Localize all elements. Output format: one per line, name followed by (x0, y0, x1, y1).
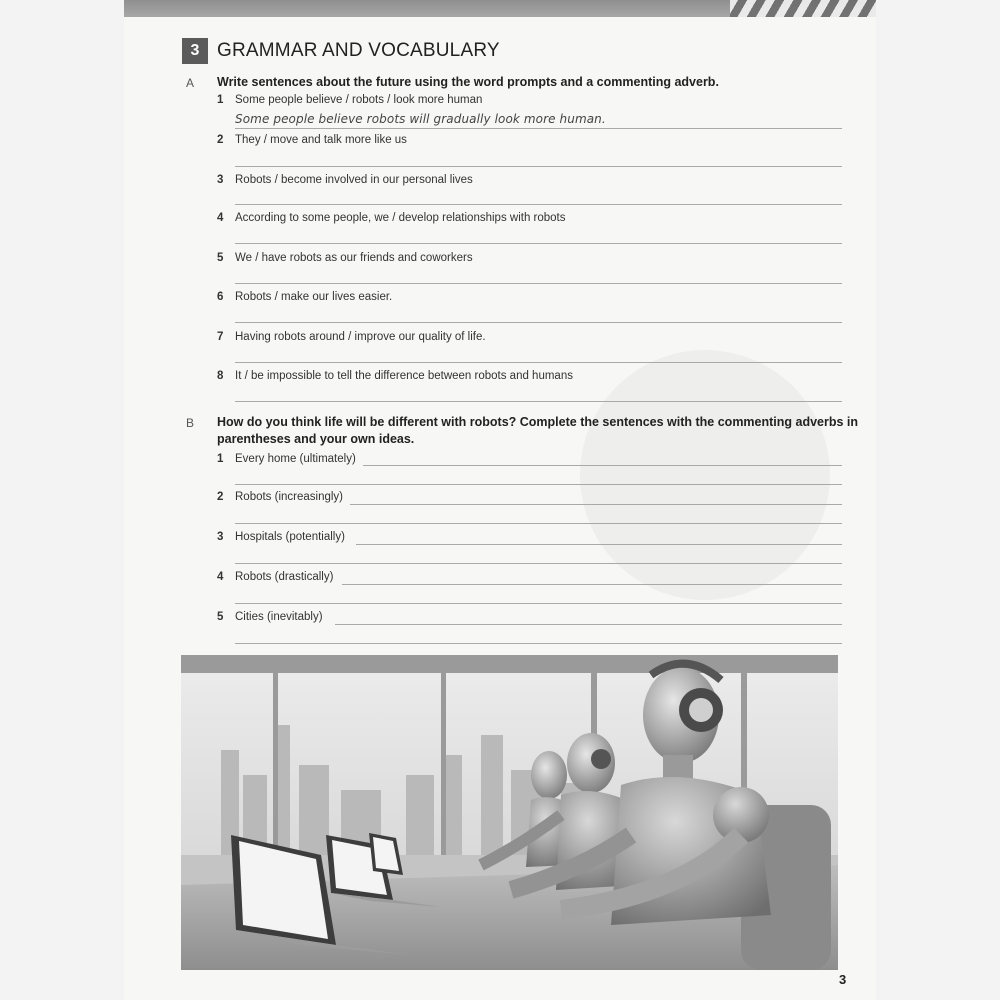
item-number: 2 (217, 491, 224, 503)
answer-line[interactable] (235, 204, 842, 205)
answer-line[interactable] (356, 544, 842, 545)
exercise-item (217, 252, 842, 290)
item-prompt: Having robots around / improve our quality of life. (235, 331, 486, 343)
answer-line[interactable] (235, 563, 842, 564)
item-prompt: We / have robots as our friends and coworkers (235, 252, 473, 264)
section-title: GRAMMAR AND VOCABULARY (217, 40, 500, 61)
answer-line[interactable] (235, 603, 842, 604)
answer-line[interactable] (342, 584, 842, 585)
exercise-item (217, 174, 842, 212)
answer-line[interactable] (235, 322, 842, 323)
item-number: 5 (217, 611, 224, 623)
answer-line[interactable] (363, 465, 842, 466)
answer-line[interactable] (235, 362, 842, 363)
section-heading (182, 38, 500, 64)
item-prompt: Robots (increasingly) (235, 491, 344, 503)
part-a-letter: A (186, 76, 195, 90)
item-number: 5 (217, 252, 224, 264)
part-b-instruction-line: How do you think life will be different with robots? Complete the sentences with the commenting adverbs in (217, 415, 859, 429)
item-prompt: According to some people, we / develop relationships with robots (235, 212, 566, 224)
item-number: 6 (217, 291, 224, 303)
exercise-item (217, 370, 842, 408)
office-robots-photo (181, 655, 838, 970)
exercise-item (217, 453, 842, 491)
item-number: 4 (217, 212, 224, 224)
item-number: 7 (217, 331, 224, 343)
photo-illustration (181, 655, 838, 970)
item-prompt: Some people believe / robots / look more human (235, 94, 483, 106)
exercise-item (217, 94, 842, 132)
exercise-item (217, 331, 842, 369)
item-number: 8 (217, 370, 224, 382)
item-prompt: Robots (drastically) (235, 571, 334, 583)
item-number: 3 (217, 174, 224, 186)
item-number: 2 (217, 134, 224, 146)
item-prompt: Robots / become involved in our personal lives (235, 174, 473, 186)
part-b-instruction (217, 414, 859, 448)
example-answer: Some people believe robots will gradually look more human. (235, 112, 606, 126)
answer-line[interactable] (335, 624, 842, 625)
answer-line[interactable] (235, 643, 842, 644)
section-number-box: 3 (182, 38, 208, 64)
header-stripes (730, 0, 876, 17)
item-number: 1 (217, 453, 224, 465)
answer-line[interactable] (350, 504, 842, 505)
item-number: 4 (217, 571, 224, 583)
answer-line[interactable] (235, 166, 842, 167)
part-a-instruction: Write sentences about the future using the word prompts and a commenting adverb. (217, 75, 719, 89)
exercise-item (217, 291, 842, 329)
item-number: 3 (217, 531, 224, 543)
part-b-letter: B (186, 416, 195, 430)
exercise-item (217, 212, 842, 250)
item-prompt: Every home (ultimately) (235, 453, 356, 465)
answer-line[interactable] (235, 283, 842, 284)
answer-line[interactable] (235, 484, 842, 485)
item-prompt: Cities (inevitably) (235, 611, 323, 623)
item-prompt: It / be impossible to tell the difference between robots and humans (235, 370, 573, 382)
item-prompt: Robots / make our lives easier. (235, 291, 393, 303)
part-b-instruction-line: parentheses and your own ideas. (217, 432, 415, 446)
item-prompt: Hospitals (potentially) (235, 531, 345, 543)
item-prompt: They / move and talk more like us (235, 134, 407, 146)
answer-line[interactable] (235, 128, 842, 129)
page-number: 3 (839, 972, 847, 987)
answer-line[interactable] (235, 243, 842, 244)
item-number: 1 (217, 94, 224, 106)
answer-line[interactable] (235, 523, 842, 524)
answer-line[interactable] (235, 401, 842, 402)
